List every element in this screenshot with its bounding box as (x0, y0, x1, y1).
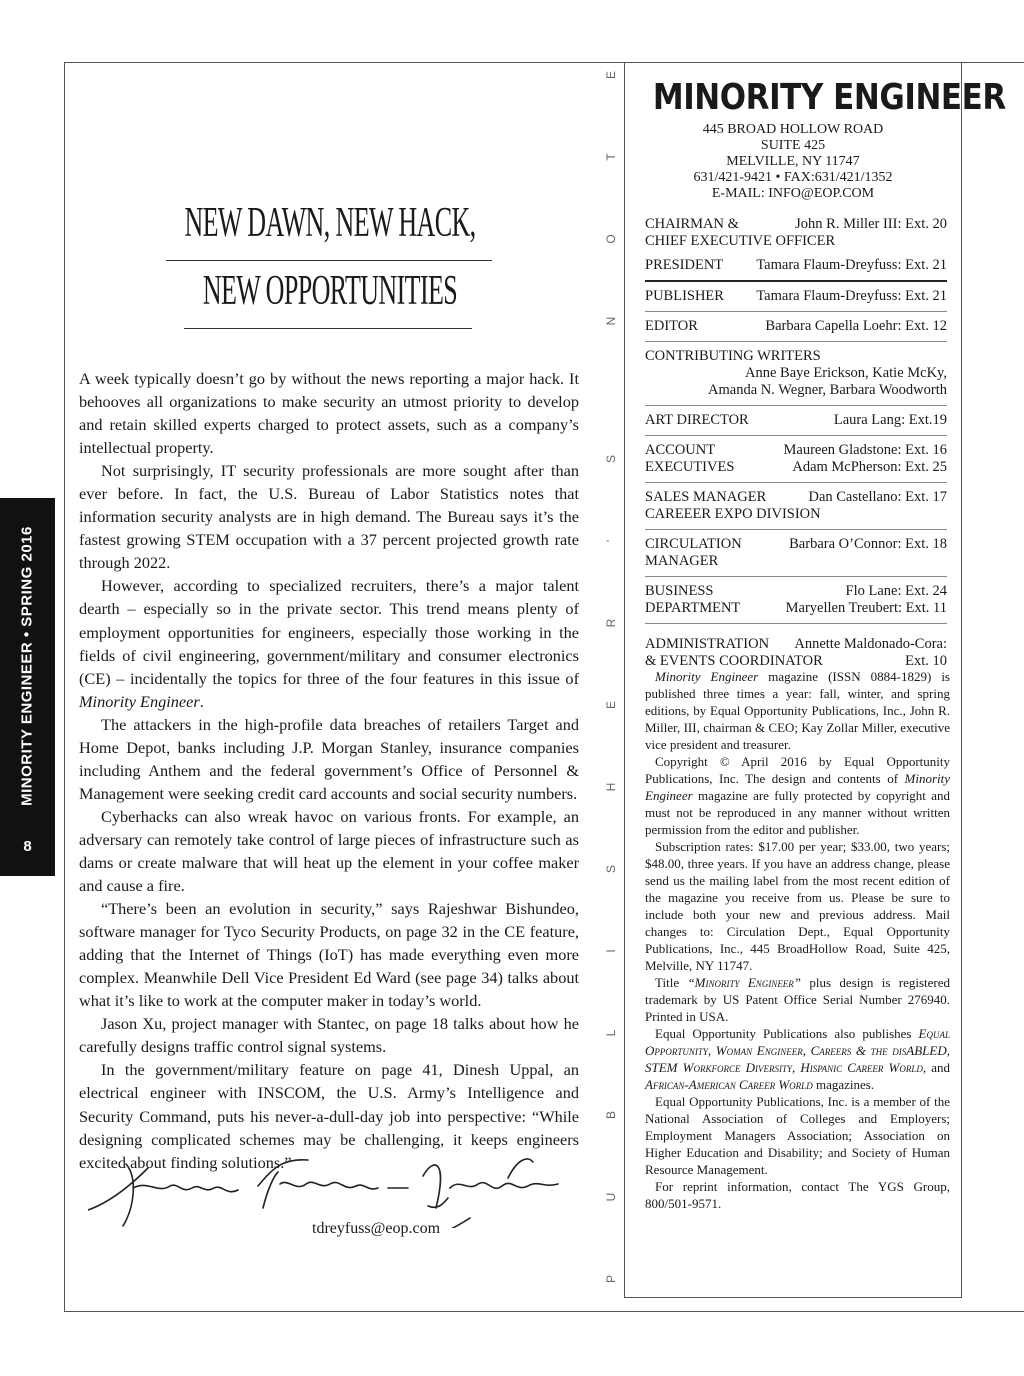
address-line: 445 BROAD HOLLOW ROAD (702, 122, 884, 137)
banner-letter: E (604, 71, 618, 80)
staff-role: ACCOUNT (645, 442, 716, 458)
staff-role: EXECUTIVES (645, 459, 735, 475)
staff-name: Laura Lang: Ext.19 (833, 412, 947, 428)
editor-email: tdreyfuss@eop.com (312, 1220, 441, 1237)
colophon-paragraph: Subscription rates: $17.00 per year; $33.00, two years; $48.00, three years. If you have an address change, please send us the mailing label from the most recent edition of the magazine you receive from us. Please be sure to include both your new and previous address. Mail changes to: Circulation Dept., Equal Opportunity Publications, Inc., 445 BroadHollow Road, Suite 425, Melville, NY 11747. (645, 839, 950, 973)
colophon-paragraph (645, 668, 950, 753)
staff-role: SALES MANAGER (645, 489, 767, 505)
article-paragraph: “There’s been an evolution in security,” says Rajeshwar Bishundeo, software manager for Tyco Security Products, on page 32 in the CE feature, adding that the Internet of Things (IoT) has made everything even more complex. Meanwhile Dell Vice President Ed Ward (see page 34) talks about what it’s like to work at the computer maker in today’s world. (79, 899, 579, 1011)
staff-role: PRESIDENT (645, 257, 724, 273)
magazine-title: MINORITY ENGINEER (652, 77, 1006, 118)
staff-name: Annette Maldonado-Cora: (794, 636, 947, 652)
paragraph-text: Copyright © April 2016 by Equal Opportunity Publications, Inc. The design and contents of (645, 754, 950, 786)
staff-role: CHIEF EXECUTIVE OFFICER (645, 233, 836, 249)
paragraph-text: magazine (ISSN 0884-1829) is published three times a year: fall, winter, and spring editions, by Equal Opportunity Publications, Inc., John R. Miller, III, chairman & CEO; Kay Zollar Miller, executive vice president and treasurer. (645, 669, 950, 752)
staff-row-publisher (645, 282, 947, 312)
staff-name: Maryellen Treubert: Ext. 11 (785, 600, 947, 616)
staff-name: Amanda N. Wegner, Barbara Woodworth (708, 382, 947, 398)
staff-row-circulation (645, 530, 947, 577)
staff-role: ART DIRECTOR (645, 412, 749, 428)
article-body (79, 367, 579, 1174)
colophon (645, 668, 950, 1212)
staff-name: Tamara Flaum-Dreyfuss: Ext. 21 (756, 257, 947, 273)
staff-role: & EVENTS COORDINATOR (645, 653, 823, 669)
paragraph-text: plus design is registered trademark by US Patent Office Serial Number 276940. Printed in USA. (645, 975, 950, 1024)
staff-role: MANAGER (645, 553, 719, 569)
headline-line-1-wrap (80, 197, 580, 249)
staff-row-account (645, 436, 947, 483)
paragraph-text: Equal Opportunity Publications also publishes (655, 1026, 919, 1041)
banner-letter: P (604, 1275, 618, 1284)
banner-letter: O (604, 234, 618, 244)
masthead (630, 77, 1006, 202)
banner-letter: I (604, 949, 618, 953)
banner-letter: S (604, 455, 618, 464)
article-paragraph: Jason Xu, project manager with Stantec, on page 18 talks about how he carefully designs traffic control signal systems. (79, 1014, 579, 1057)
banner-letter: R (604, 618, 618, 628)
phone-fax-line: 631/421-9421 • FAX:631/421/1352 (693, 170, 893, 185)
staff-name: Tamara Flaum-Dreyfuss: Ext. 21 (756, 288, 947, 304)
colophon-paragraph: Equal Opportunity Publications, Inc. is a member of the National Association of Colleges and Employers; Employment Managers Association; Association on Higher Education and Disability; and Society of Human Resource Management. (645, 1094, 950, 1177)
publishers-note-banner (600, 62, 622, 1302)
article-paragraph: Cyberhacks can also wreak havoc on various fronts. For example, an adversary can remotely take control of large pieces of infrastructure such as dams or create malware that will heat up the element in your coffee maker and cause a fire. (79, 806, 579, 896)
staff-row-writers (645, 342, 947, 406)
banner-letter: T (604, 153, 618, 161)
magazine-name: African-American Career World (645, 1077, 813, 1092)
banner-letter: E (604, 701, 618, 710)
email-line: E-MAIL: INFO@EOP.COM (711, 186, 875, 201)
article-paragraph: The attackers in the high-profile data breaches of retailers Target and Home Depot, banks including J.P. Morgan Stanley, insurance companies including Anthem and the federal government’s Office of Personnel & Management were seeking credit card accounts and social security numbers. (79, 714, 579, 803)
banner-letter: N (604, 316, 618, 326)
staff-name: John R. Miller III: Ext. 20 (795, 216, 947, 232)
staff-role: CIRCULATION (645, 536, 742, 552)
staff-role: DEPARTMENT (645, 600, 741, 616)
banner-letter: U (604, 1192, 618, 1202)
paragraph-text: . (199, 691, 204, 711)
staff-row-business (645, 577, 947, 624)
running-head: MINORITY ENGINEER • SPRING 2016 (18, 526, 36, 806)
article-paragraph (79, 574, 579, 712)
staff-name: Dan Castellano: Ext. 17 (808, 489, 947, 505)
colophon-paragraph (645, 1025, 950, 1093)
staff-role: PUBLISHER (645, 288, 724, 304)
magazine-name: Minority Engineer (79, 691, 200, 711)
page-number: 8 (23, 838, 32, 855)
article-paragraph: In the government/military feature on page 41, Dinesh Uppal, an electrical engineer with INSCOM, the U.S. Army’s Intelligence and Security Command, puts his never-a-dull-day job into perspective: “While designing complicated schemes may be challenging, it keeps engineers excited about finding solutions.” (79, 1060, 579, 1172)
headline-line-1: NEW DAWN, NEW HACK, (184, 200, 476, 246)
staff-name: Barbara Capella Loehr: Ext. 12 (765, 318, 947, 334)
staff-name: Adam McPherson: Ext. 25 (792, 459, 947, 475)
staff-role: CHAIRMAN & (645, 216, 739, 232)
banner-letter: ' (604, 539, 618, 543)
staff-name: Ext. 10 (905, 653, 947, 669)
side-tab (0, 498, 55, 876)
colophon-paragraph: For reprint information, contact The YGS Group, 800/501-9571. (645, 1179, 950, 1211)
banner-letter: B (604, 1111, 618, 1120)
paragraph-text: magazines. (812, 1077, 875, 1092)
staff-row-editor (645, 312, 947, 342)
staff-row-chairman (645, 212, 947, 252)
handwritten-signature (88, 1148, 588, 1228)
staff-directory (645, 212, 947, 676)
article-paragraph: Not surprisingly, IT security professionals are more sought after than ever before. In fact, the U.S. Bureau of Labor Statistics notes that information security analysts are in high demand. The Bureau says it’s the fastest growing STEM occupation with a 37 percent projected growth rate through 2022. (79, 461, 579, 573)
paragraph-text: and (926, 1060, 950, 1075)
staff-name: Flo Lane: Ext. 24 (845, 583, 947, 599)
article-paragraph: A week typically doesn’t go by without the news reporting a major hack. It behooves all organizations to make security an utmost priority to develop and retain skilled experts charged to protect assets, such as a company’s intellectual property. (79, 369, 579, 458)
magazine-name: Minority Engineer (655, 669, 759, 684)
headline-rule (184, 328, 472, 329)
staff-name: Maureen Gladstone: Ext. 16 (783, 442, 947, 458)
staff-role: ADMINISTRATION (645, 636, 770, 652)
staff-role: BUSINESS (645, 583, 714, 599)
staff-row-president (645, 252, 947, 282)
staff-name: Barbara O’Connor: Ext. 18 (789, 536, 947, 552)
staff-row-art-director (645, 406, 947, 436)
banner-letter: S (604, 865, 618, 874)
staff-name: Anne Baye Erickson, Katie McKy, (744, 365, 947, 381)
banner-letter: L (604, 1029, 618, 1037)
staff-role: CONTRIBUTING WRITERS (645, 348, 821, 364)
paragraph-text: Title (655, 975, 688, 990)
banner-letter: H (604, 782, 618, 792)
headline-line-2: NEW OPPORTUNITIES (202, 268, 458, 314)
staff-role: EDITOR (645, 318, 698, 334)
staff-role: CAREEER EXPO DIVISION (645, 506, 821, 522)
headline-rule (166, 260, 492, 261)
colophon-paragraph (645, 753, 950, 838)
address-line: MELVILLE, NY 11747 (726, 154, 860, 169)
paragraph-text: magazine are fully protected by copyright and must not be reproduced in any manner without written permission from the editor and publisher. (645, 788, 950, 837)
magazine-list: Equal Opportunity, Woman Engineer, Careers & the disABLED, STEM Workforce Diversity, Hispanic Career World, (645, 1026, 950, 1075)
headline-line-2-wrap (80, 265, 580, 317)
magazine-name: “Minority Engineer” (687, 975, 802, 990)
magazine-name: Minority Engineer (645, 771, 950, 803)
address-line: SUITE 425 (760, 138, 826, 153)
colophon-paragraph (645, 974, 950, 1025)
staff-row-sales (645, 483, 947, 530)
paragraph-text: However, according to specialized recruiters, there’s a major talent dearth – especially so in the private sector. This trend means plenty of employment opportunities for engineers, especially those working in the fields of civil engineering, government/military and consumer electronics (CE) – incidentally the topics for three of the four features in this issue of (79, 576, 579, 688)
